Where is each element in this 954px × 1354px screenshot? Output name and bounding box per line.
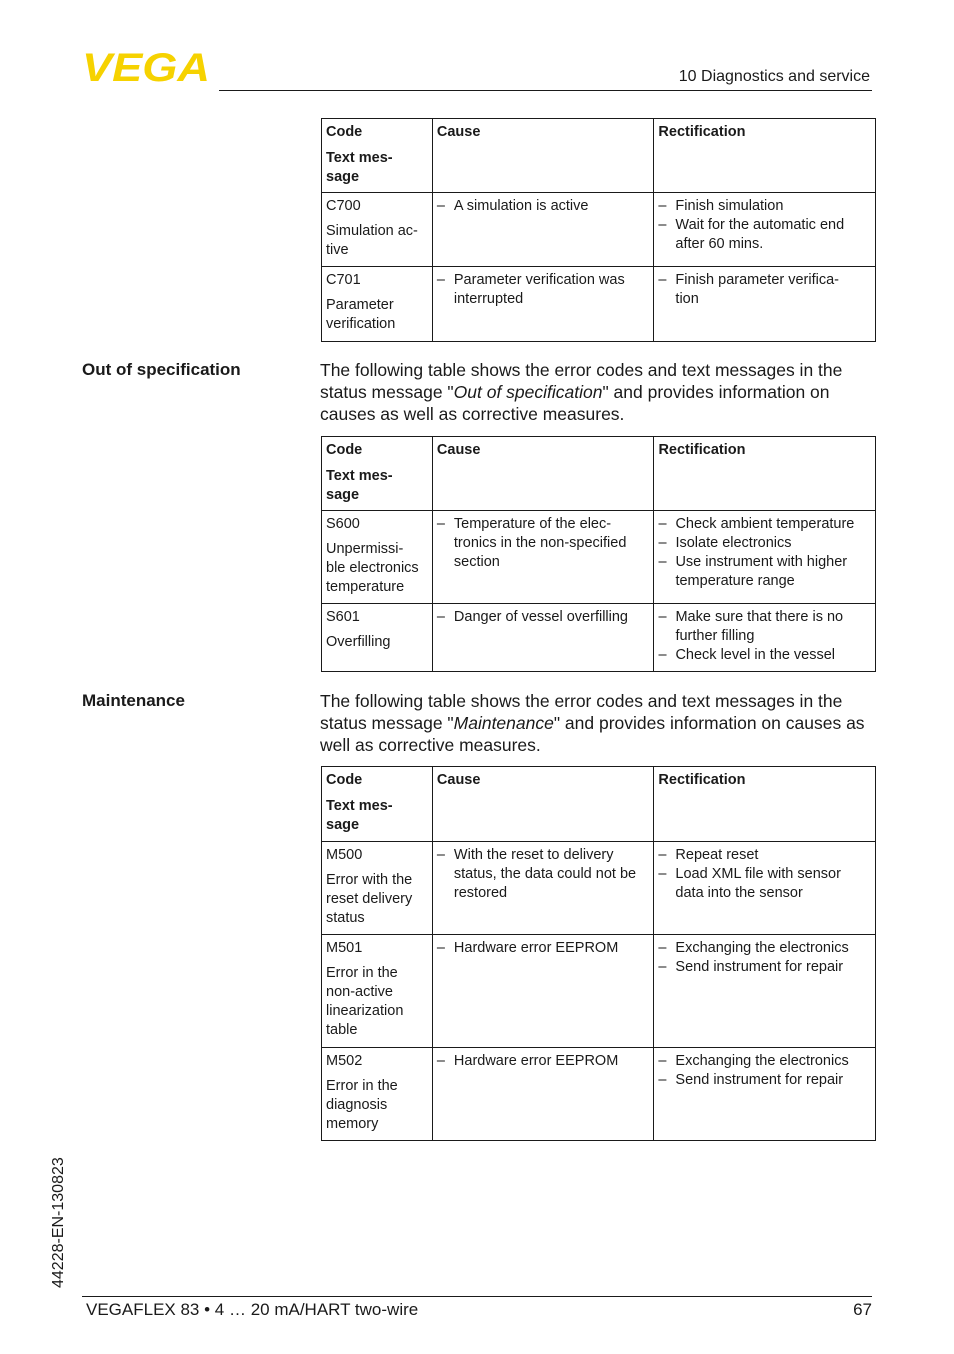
- rectification-item: – Finish parameter verifica- tion: [658, 271, 871, 309]
- rectification-item: – Finish simulation: [658, 197, 871, 216]
- section-label-maintenance: Maintenance: [82, 691, 185, 710]
- vega-logo-text: VEGA: [82, 50, 210, 84]
- error-message: Error in the non-active linearization table: [326, 965, 404, 1038]
- section-label-out-of-specification: Out of specification: [82, 360, 241, 379]
- table-row: [322, 193, 876, 267]
- table-row: [322, 935, 876, 1048]
- cause-item: – Hardware error EEPROM: [437, 1052, 650, 1071]
- error-code: C701: [326, 272, 361, 288]
- footer-rule: [82, 1296, 872, 1297]
- error-code: S601: [326, 609, 360, 625]
- header-text-message: Text mes- sage: [326, 468, 393, 503]
- error-table-out-of-spec: [321, 436, 876, 672]
- cause-item: – With the reset to delivery status, the data could not be restored: [437, 846, 650, 903]
- header-code: Code: [326, 124, 363, 140]
- cause-item: – A simulation is active: [437, 197, 650, 216]
- rectification-item: – Send instrument for repair: [658, 958, 871, 977]
- error-message: Parameter verification: [326, 297, 396, 332]
- table-row: [322, 842, 876, 935]
- table-header-row: [322, 119, 876, 193]
- header-rectification: Rectification: [658, 442, 746, 458]
- header-code: Code: [326, 442, 363, 458]
- rectification-item: – Make sure that there is no further filling: [658, 608, 871, 646]
- header-section-title: 10 Diagnostics and service: [678, 68, 870, 85]
- header-rule: [219, 90, 872, 91]
- error-message: Error in the diagnosis memory: [326, 1078, 398, 1132]
- header-text-message: Text mes- sage: [326, 798, 393, 833]
- rectification-item: – Exchanging the electronics: [658, 1052, 871, 1071]
- header-rectification: Rectification: [658, 772, 746, 788]
- footer-product: VEGAFLEX 83 • 4 … 20 mA/HART two-wire: [86, 1300, 419, 1319]
- maintenance-intro: The following table shows the error codes and text messages in the status message "Maintenance" and provides information on causes as well as corrective measures.: [320, 691, 865, 755]
- table-row: [322, 604, 876, 672]
- rectification-item: – Load XML file with sensor data into the sensor: [658, 865, 871, 903]
- error-code: C700: [326, 198, 361, 214]
- cause-item: – Danger of vessel overfilling: [437, 608, 650, 627]
- error-code: M501: [326, 940, 363, 956]
- out-of-spec-intro: The following table shows the error codes and text messages in the status message "Out of specification" and provides information on causes as well as corrective measures.: [320, 360, 843, 424]
- cause-item: – Hardware error EEPROM: [437, 939, 650, 958]
- error-table-maintenance: [321, 766, 876, 1141]
- rectification-item: – Wait for the automatic end after 60 mins.: [658, 216, 871, 254]
- rectification-item: – Check ambient temperature: [658, 515, 871, 534]
- table-header-row: [322, 767, 876, 842]
- rectification-item: – Repeat reset: [658, 846, 871, 865]
- document-id: 44228-EN-130823: [50, 1157, 67, 1288]
- table-row: [322, 511, 876, 604]
- page-number: 67: [853, 1300, 872, 1319]
- error-message: Simulation ac- tive: [326, 223, 418, 258]
- rectification-item: – Use instrument with higher temperature range: [658, 553, 871, 591]
- header-cause: Cause: [436, 772, 481, 788]
- header-code: Code: [326, 772, 363, 788]
- table-row: [322, 1048, 876, 1141]
- header-text-message: Text mes- sage: [326, 150, 393, 185]
- rectification-item: – Exchanging the electronics: [658, 939, 871, 958]
- rectification-item: – Isolate electronics: [658, 534, 871, 553]
- error-message: Error with the reset delivery status: [326, 872, 413, 926]
- cause-item: – Parameter verification was interrupted: [437, 271, 650, 309]
- error-code: M502: [326, 1053, 363, 1069]
- table-header-row: [322, 437, 876, 511]
- error-table-1: [321, 118, 876, 342]
- header-cause: Cause: [436, 442, 481, 458]
- table-row: [322, 267, 876, 342]
- error-code: S600: [326, 516, 360, 532]
- vega-logo: [82, 50, 212, 84]
- rectification-item: – Check level in the vessel: [658, 646, 871, 665]
- error-message: Unpermissi- ble electronics temperature: [326, 541, 419, 595]
- rectification-item: – Send instrument for repair: [658, 1071, 871, 1090]
- cause-item: – Temperature of the elec- tronics in the non-specified section: [437, 515, 650, 572]
- error-code: M500: [326, 847, 363, 863]
- header-cause: Cause: [436, 124, 481, 140]
- header-rectification: Rectification: [658, 124, 746, 140]
- error-message: Overfilling: [326, 634, 391, 650]
